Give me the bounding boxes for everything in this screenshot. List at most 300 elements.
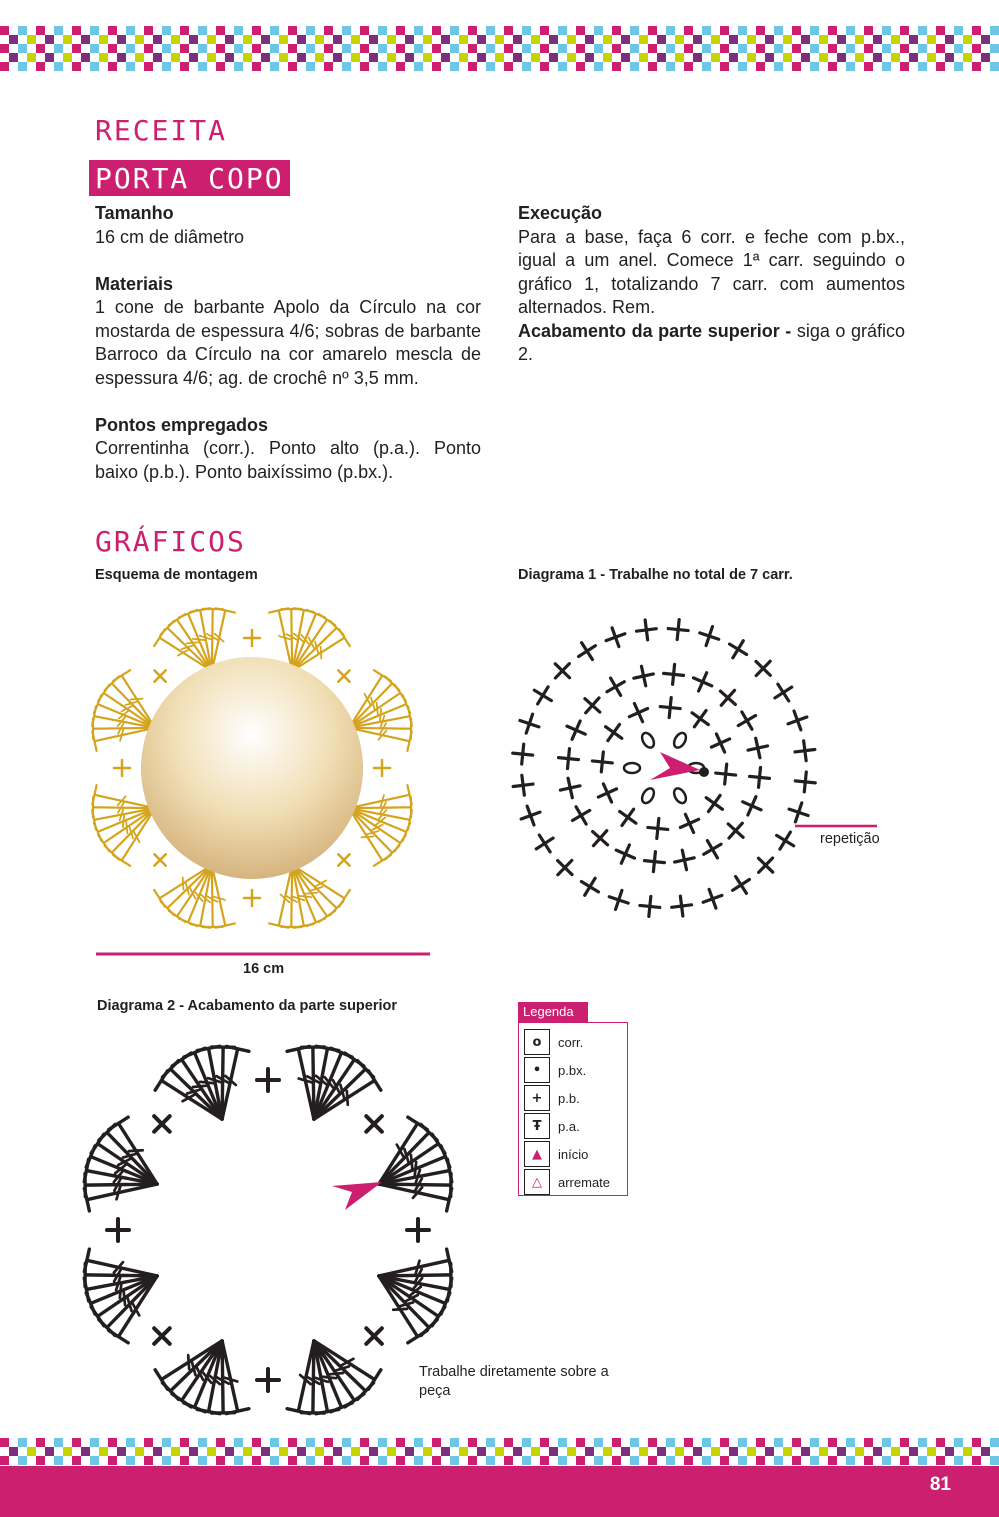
checker-square	[423, 53, 432, 62]
double-crochet-bar	[114, 1262, 123, 1272]
single-crochet-mark	[359, 1321, 390, 1352]
checker-square	[882, 44, 891, 53]
checker-square	[630, 26, 639, 35]
checker-square	[414, 26, 423, 35]
checker-square	[198, 62, 207, 71]
checker-square	[198, 44, 207, 53]
single-crochet-mark	[578, 691, 606, 719]
checker-square	[243, 53, 252, 62]
double-crochet-bar	[197, 1367, 203, 1379]
checker-square	[9, 1447, 18, 1456]
checker-square	[504, 62, 513, 71]
single-crochet-mark	[625, 699, 651, 725]
double-crochet-bar	[364, 694, 370, 704]
double-crochet-mark	[291, 609, 292, 671]
double-crochet-mark	[379, 1276, 450, 1290]
checker-square	[684, 26, 693, 35]
checker-square	[747, 53, 756, 62]
double-crochet-top	[269, 608, 288, 612]
double-crochet-bar	[400, 1302, 413, 1306]
checker-square	[414, 44, 423, 53]
checker-square	[486, 1438, 495, 1447]
checker-square	[972, 1438, 981, 1447]
checker-square	[252, 44, 261, 53]
double-crochet-bar	[125, 702, 136, 705]
double-crochet-mark	[313, 1047, 314, 1119]
checker-square	[972, 1456, 981, 1465]
checker-square	[90, 1438, 99, 1447]
double-crochet-bar	[300, 1375, 310, 1384]
checker-square	[351, 1447, 360, 1456]
double-crochet-mark	[314, 1341, 366, 1391]
double-crochet-mark	[379, 1276, 446, 1304]
checker-square	[324, 62, 333, 71]
checker-square	[405, 35, 414, 44]
checker-square	[513, 35, 522, 44]
single-crochet-mark	[333, 665, 356, 688]
single-crochet-mark	[146, 1108, 177, 1139]
double-crochet-top	[226, 1046, 248, 1051]
checker-square	[315, 35, 324, 44]
shell-mark	[154, 865, 235, 928]
checker-square	[441, 53, 450, 62]
checker-square	[279, 53, 288, 62]
checker-square	[594, 1438, 603, 1447]
checker-square	[45, 53, 54, 62]
double-crochet-mark	[379, 1144, 439, 1184]
double-crochet-top	[84, 1278, 88, 1301]
double-crochet-mark	[291, 865, 292, 927]
double-crochet-bar	[372, 825, 383, 830]
checker-square	[963, 53, 972, 62]
checker-square	[360, 44, 369, 53]
checker-square	[927, 35, 936, 44]
diagram2-label: Diagrama 2 - Acabamento da parte superior	[97, 998, 398, 1014]
checker-square	[468, 44, 477, 53]
single-crochet-mark	[746, 736, 770, 760]
checker-square	[612, 1456, 621, 1465]
checker-square	[0, 44, 9, 53]
checker-square	[954, 62, 963, 71]
double-crochet-mark	[222, 1341, 238, 1411]
double-crochet-top	[179, 610, 197, 618]
checker-square	[18, 62, 27, 71]
double-crochet-bar	[195, 892, 202, 901]
checker-square	[720, 62, 729, 71]
legend	[518, 1002, 628, 1196]
checker-square	[819, 35, 828, 44]
checker-square	[234, 1456, 243, 1465]
checker-square	[99, 53, 108, 62]
checker-square	[900, 62, 909, 71]
checker-square	[279, 35, 288, 44]
double-crochet-top	[160, 901, 174, 915]
checker-square	[648, 44, 657, 53]
checker-square	[351, 35, 360, 44]
checker-square	[306, 44, 315, 53]
single-crochet-mark	[257, 1369, 279, 1391]
double-crochet-bar	[377, 703, 378, 715]
double-crochet-bar	[381, 795, 384, 806]
double-crochet-top	[172, 1394, 191, 1407]
single-crochet-mark	[749, 654, 777, 682]
checker-square	[666, 1456, 675, 1465]
single-crochet-mark	[785, 708, 811, 734]
size-label: 16 cm	[243, 961, 285, 977]
checker-square	[360, 1456, 369, 1465]
checker-square	[126, 1438, 135, 1447]
checker-square	[117, 1447, 126, 1456]
chain-mark	[672, 786, 689, 805]
checker-square	[0, 62, 9, 71]
double-crochet-mark	[298, 1049, 314, 1119]
double-crochet-mark	[86, 1276, 157, 1290]
checker-square	[396, 44, 405, 53]
checker-square	[468, 1438, 477, 1447]
checker-square	[702, 1456, 711, 1465]
checker-square	[360, 62, 369, 71]
double-crochet-top	[190, 924, 209, 928]
checker-square	[234, 1438, 243, 1447]
checker-square	[270, 1438, 279, 1447]
checker-square	[585, 53, 594, 62]
double-crochet-bar	[207, 896, 218, 902]
single-crochet-mark	[114, 760, 130, 776]
checker-square	[657, 35, 666, 44]
checker-square	[864, 1456, 873, 1465]
checker-square	[837, 1447, 846, 1456]
single-crochet-icon: +	[524, 1085, 550, 1111]
double-crochet-mark	[167, 628, 211, 671]
double-crochet-mark	[292, 638, 344, 671]
double-crochet-bar	[336, 1366, 349, 1370]
double-crochet-mark	[87, 1260, 157, 1276]
double-crochet-bar	[182, 645, 193, 649]
checker-square	[837, 35, 846, 44]
shell-mark	[154, 608, 235, 671]
checker-square	[981, 35, 990, 44]
double-crochet-bar	[123, 815, 124, 827]
double-crochet-bar	[416, 1170, 420, 1183]
double-crochet-mark	[314, 1341, 375, 1380]
checker-square	[432, 26, 441, 35]
checker-square	[918, 26, 927, 35]
checker-square	[846, 44, 855, 53]
start-arrow-mark	[332, 1182, 382, 1210]
checker-square	[846, 1438, 855, 1447]
double-crochet-top	[287, 1409, 309, 1414]
checker-square	[162, 1438, 171, 1447]
chain-mark	[672, 731, 689, 750]
checker-square	[27, 53, 36, 62]
double-crochet-mark	[104, 693, 155, 728]
single-crochet-mark	[586, 824, 614, 852]
checker-square	[108, 62, 117, 71]
checker-square	[495, 35, 504, 44]
diagram2	[84, 1046, 451, 1413]
double-crochet-top	[331, 1403, 352, 1412]
checker-square	[90, 1456, 99, 1465]
checker-square	[315, 1447, 324, 1456]
checker-square	[423, 35, 432, 44]
double-crochet-bar	[367, 831, 378, 834]
double-crochet-top	[169, 911, 185, 922]
checker-square	[756, 62, 765, 71]
double-crochet-top	[216, 608, 235, 612]
legend-item-pbx	[524, 1057, 624, 1085]
checker-square	[756, 1456, 765, 1465]
double-crochet-top	[84, 1188, 89, 1210]
double-crochet-top	[98, 835, 109, 851]
checker-square	[801, 1447, 810, 1456]
double-crochet-top	[287, 1046, 309, 1051]
checker-square	[495, 53, 504, 62]
double-crochet-top	[339, 629, 350, 646]
double-crochet-bar	[397, 1145, 404, 1157]
checker-square	[828, 1456, 837, 1465]
double-crochet-top	[94, 695, 102, 713]
double-crochet-mark	[93, 807, 155, 808]
checker-square	[72, 44, 81, 53]
checker-square	[288, 62, 297, 71]
double-crochet-bar	[307, 1377, 319, 1384]
double-crochet-bar	[415, 1269, 421, 1281]
double-crochet-top	[105, 846, 119, 860]
double-crochet-top	[395, 835, 406, 851]
checker-square	[882, 1438, 891, 1447]
checker-square	[297, 35, 306, 44]
double-crochet-mark	[86, 1171, 157, 1185]
checker-square	[99, 1447, 108, 1456]
double-crochet-mark	[292, 865, 336, 908]
checker-square	[279, 1447, 288, 1456]
checker-square	[873, 53, 882, 62]
double-crochet-bar	[224, 1378, 237, 1382]
checker-square	[972, 62, 981, 71]
checker-square	[765, 35, 774, 44]
checker-square	[459, 1447, 468, 1456]
double-crochet-mark	[212, 865, 213, 927]
single-crochet-mark	[724, 636, 751, 663]
checker-square	[135, 53, 144, 62]
checker-square	[288, 44, 297, 53]
double-crochet-mark	[292, 620, 327, 671]
double-crochet-top	[432, 1134, 445, 1153]
checker-square	[108, 1438, 117, 1447]
double-crochet-mark	[85, 1184, 157, 1185]
double-crochet-top	[184, 1403, 205, 1412]
checker-square	[270, 62, 279, 71]
checker-square	[54, 26, 63, 35]
checker-square	[774, 1438, 783, 1447]
checker-square	[18, 1456, 27, 1465]
repeticao-label: repetição	[820, 831, 880, 847]
double-crochet-bar	[213, 897, 224, 900]
double-crochet-bar	[380, 709, 381, 721]
double-crochet-mark	[94, 728, 155, 741]
checker-square	[225, 35, 234, 44]
checker-square	[657, 53, 666, 62]
checker-square	[558, 26, 567, 35]
single-crochet-mark	[551, 853, 579, 881]
double-crochet-mark	[87, 1184, 157, 1200]
double-crochet-bar	[311, 887, 322, 891]
checker-square	[738, 1456, 747, 1465]
checker-square	[234, 62, 243, 71]
checker-square	[216, 44, 225, 53]
double-crochet-bar	[133, 1303, 140, 1315]
double-crochet-top	[345, 1394, 364, 1407]
double-crochet-bar	[371, 698, 375, 709]
single-crochet-mark	[603, 624, 629, 650]
double-crochet-bar	[329, 1373, 343, 1374]
checker-square	[900, 1438, 909, 1447]
double-crochet-top	[374, 855, 391, 866]
checker-square	[63, 53, 72, 62]
double-crochet-mark	[222, 1341, 223, 1413]
single-crochet-mark	[257, 1069, 279, 1091]
checker-square	[180, 1438, 189, 1447]
double-crochet-bar	[117, 1186, 121, 1199]
shell-mark	[92, 785, 155, 866]
checker-square	[756, 26, 765, 35]
checker-square	[387, 53, 396, 62]
checker-square	[333, 53, 342, 62]
double-crochet-mark	[292, 865, 304, 926]
checker-square	[828, 62, 837, 71]
checker-square	[171, 35, 180, 44]
double-crochet-mark	[112, 683, 155, 727]
double-crochet-icon: Ŧ	[524, 1113, 550, 1139]
double-crochet-mark	[279, 610, 292, 671]
title-porta-copo: PORTA COPO	[89, 160, 290, 196]
checker-square	[324, 1438, 333, 1447]
double-crochet-bar	[118, 803, 124, 813]
checker-square	[900, 26, 909, 35]
checker-square	[864, 62, 873, 71]
checker-square	[990, 44, 999, 53]
acabamento-text: siga o gráfico 2.	[518, 320, 905, 364]
double-crochet-mark	[222, 1047, 223, 1119]
checker-square	[846, 62, 855, 71]
double-crochet-mark	[279, 865, 292, 926]
double-crochet-bar	[217, 1377, 229, 1383]
double-crochet-bar	[316, 880, 326, 886]
double-crochet-top	[368, 1370, 380, 1389]
double-crochet-bar	[315, 1378, 328, 1382]
checker-square	[486, 44, 495, 53]
checker-square	[927, 53, 936, 62]
double-crochet-bar	[316, 1076, 327, 1085]
checker-square	[360, 26, 369, 35]
checker-square	[27, 35, 36, 44]
checker-square	[981, 1447, 990, 1456]
checker-square	[486, 62, 495, 71]
checker-square	[684, 1456, 693, 1465]
chain-mark	[640, 731, 657, 750]
checker-square	[900, 44, 909, 53]
checker-square	[423, 1447, 432, 1456]
double-crochet-bar	[415, 1179, 422, 1191]
checker-square	[171, 53, 180, 62]
checker-square	[0, 1456, 9, 1465]
single-crochet-mark	[149, 849, 172, 872]
double-crochet-bar	[321, 647, 322, 659]
double-crochet-mark	[98, 1276, 158, 1316]
single-crochet-mark	[518, 803, 544, 829]
double-crochet-bar	[309, 637, 314, 648]
checker-square	[810, 1438, 819, 1447]
checker-square	[531, 35, 540, 44]
checker-square	[378, 62, 387, 71]
single-crochet-mark	[686, 705, 714, 733]
checker-square	[783, 35, 792, 44]
left-column	[95, 202, 481, 508]
checker-square	[252, 1456, 261, 1465]
checker-square	[594, 1456, 603, 1465]
checker-square	[387, 35, 396, 44]
legend-item-pa	[524, 1113, 624, 1141]
checker-square	[792, 44, 801, 53]
checker-square	[558, 44, 567, 53]
double-crochet-mark	[379, 1184, 449, 1200]
checker-square	[342, 1456, 351, 1465]
legend-label-corr: corr.	[558, 1035, 584, 1050]
double-crochet-top	[447, 1188, 452, 1210]
materiais-heading: Materiais	[95, 273, 174, 294]
checker-square	[189, 1447, 198, 1456]
single-crochet-mark	[591, 751, 613, 773]
checker-square	[162, 1456, 171, 1465]
checker-square	[792, 1456, 801, 1465]
single-crochet-mark	[602, 673, 629, 700]
legend-label-pbx: p.bx.	[558, 1063, 587, 1078]
checker-square	[90, 62, 99, 71]
shell-mark	[349, 785, 412, 866]
double-crochet-mark	[349, 807, 411, 808]
checker-square	[153, 1447, 162, 1456]
double-crochet-bar	[183, 877, 184, 889]
checker-square	[342, 1438, 351, 1447]
checker-square	[126, 1456, 135, 1465]
double-crochet-top	[358, 1061, 374, 1078]
double-crochet-top	[407, 785, 411, 804]
double-crochet-bar	[279, 636, 290, 639]
single-crochet-mark	[722, 817, 750, 845]
single-crochet-mark	[639, 896, 661, 918]
checker-square	[648, 62, 657, 71]
checker-square	[738, 44, 747, 53]
double-crochet-top	[402, 695, 410, 713]
checker-square	[630, 1438, 639, 1447]
checker-square	[414, 1456, 423, 1465]
checker-square	[36, 26, 45, 35]
double-crochet-bar	[299, 896, 311, 897]
checker-square	[72, 62, 81, 71]
double-crochet-top	[339, 890, 350, 907]
checker-square	[864, 1438, 873, 1447]
double-crochet-top	[92, 810, 96, 829]
checker-square	[405, 53, 414, 62]
double-crochet-mark	[379, 1276, 439, 1316]
checker-square	[117, 53, 126, 62]
double-crochet-top	[407, 732, 411, 751]
double-crochet-bar	[341, 1359, 353, 1366]
checker-square	[468, 26, 477, 35]
double-crochet-mark	[161, 1080, 222, 1119]
double-crochet-mark	[182, 1341, 222, 1401]
single-crochet-mark	[700, 886, 726, 912]
